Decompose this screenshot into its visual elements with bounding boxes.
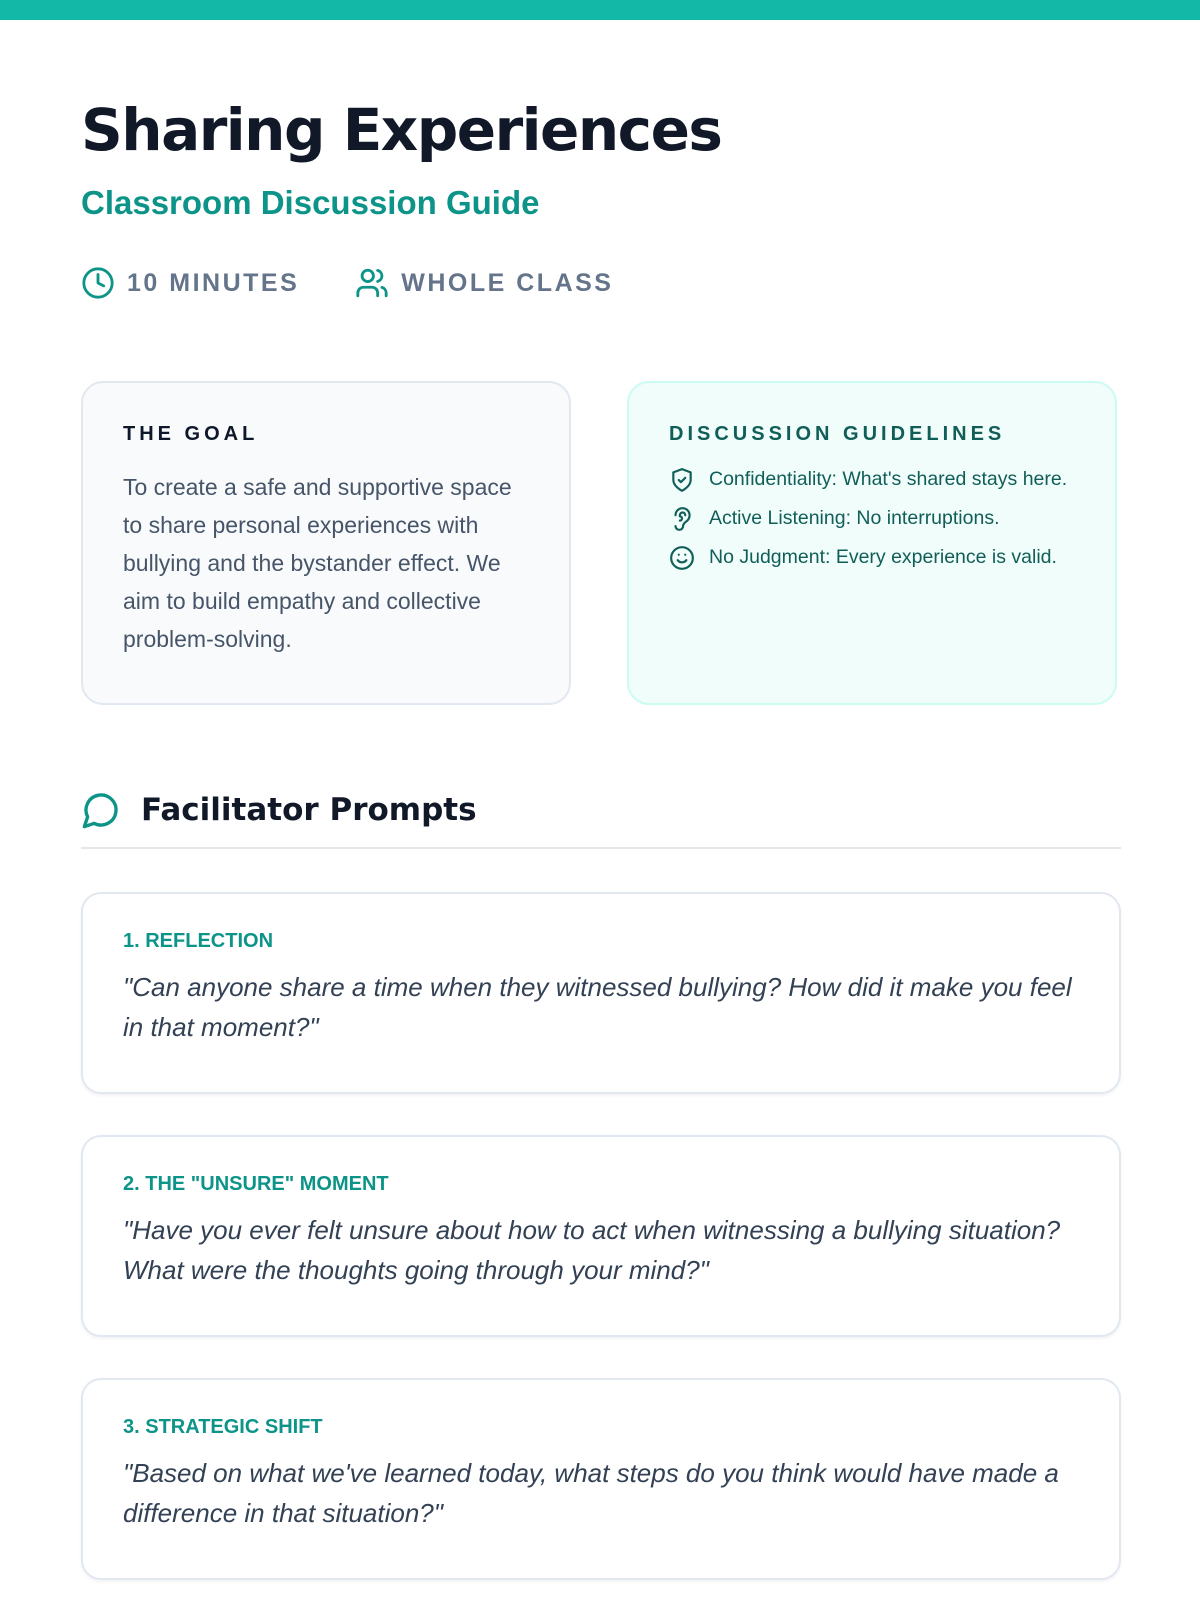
guideline-text: Active Listening: No interruptions. <box>709 507 1000 529</box>
guideline-text: No Judgment: Every experience is valid. <box>709 546 1057 568</box>
guidelines-list <box>669 466 1075 571</box>
shield-check-icon <box>669 467 695 493</box>
message-circle-icon <box>81 790 121 830</box>
group-size-label: WHOLE CLASS <box>401 268 614 297</box>
users-icon <box>355 266 389 300</box>
prompt-text: "Have you ever felt unsure about how to act when witnessing a bullying situation? What were the thoughts going through your mind?" <box>123 1215 1061 1285</box>
prompt-text: "Can anyone share a time when they witnessed bullying? How did it make you feel in that moment?" <box>123 972 1072 1042</box>
prompt-card-strategic-shift <box>81 1378 1121 1580</box>
meta-group-size <box>355 266 613 300</box>
clock-icon <box>81 266 115 300</box>
page-title: Sharing Experiences <box>81 96 722 164</box>
guidelines-heading: DISCUSSION GUIDELINES <box>669 423 1006 445</box>
facilitator-prompts-header <box>81 790 477 830</box>
duration-label: 10 MINUTES <box>127 268 300 297</box>
page-subtitle: Classroom Discussion Guide <box>81 184 540 221</box>
guideline-item <box>669 466 1075 493</box>
meta-info <box>81 266 669 300</box>
prompt-card-reflection <box>81 892 1121 1094</box>
goal-heading: THE GOAL <box>123 423 259 445</box>
smile-icon <box>669 545 695 571</box>
prompt-label: 2. THE "UNSURE" MOMENT <box>123 1173 389 1195</box>
section-title: Facilitator Prompts <box>141 792 477 828</box>
guideline-text: Confidentiality: What's shared stays here. <box>709 468 1068 490</box>
guideline-item <box>669 505 1075 532</box>
accent-top-bar <box>0 0 1200 20</box>
prompt-label: 1. REFLECTION <box>123 930 274 952</box>
section-divider <box>81 847 1121 849</box>
ear-icon <box>669 506 695 532</box>
guideline-item <box>669 544 1075 571</box>
guidelines-card <box>627 381 1117 705</box>
goal-text: To create a safe and supportive space to share personal experiences with bullying and the bystander effect. We aim to build empathy and collective problem-solving. <box>123 474 512 652</box>
prompt-card-unsure-moment <box>81 1135 1121 1337</box>
goal-card <box>81 381 571 705</box>
meta-duration <box>81 266 299 300</box>
prompt-text: "Based on what we've learned today, what steps do you think would have made a difference in that situation?" <box>123 1458 1059 1528</box>
prompt-label: 3. STRATEGIC SHIFT <box>123 1416 323 1438</box>
